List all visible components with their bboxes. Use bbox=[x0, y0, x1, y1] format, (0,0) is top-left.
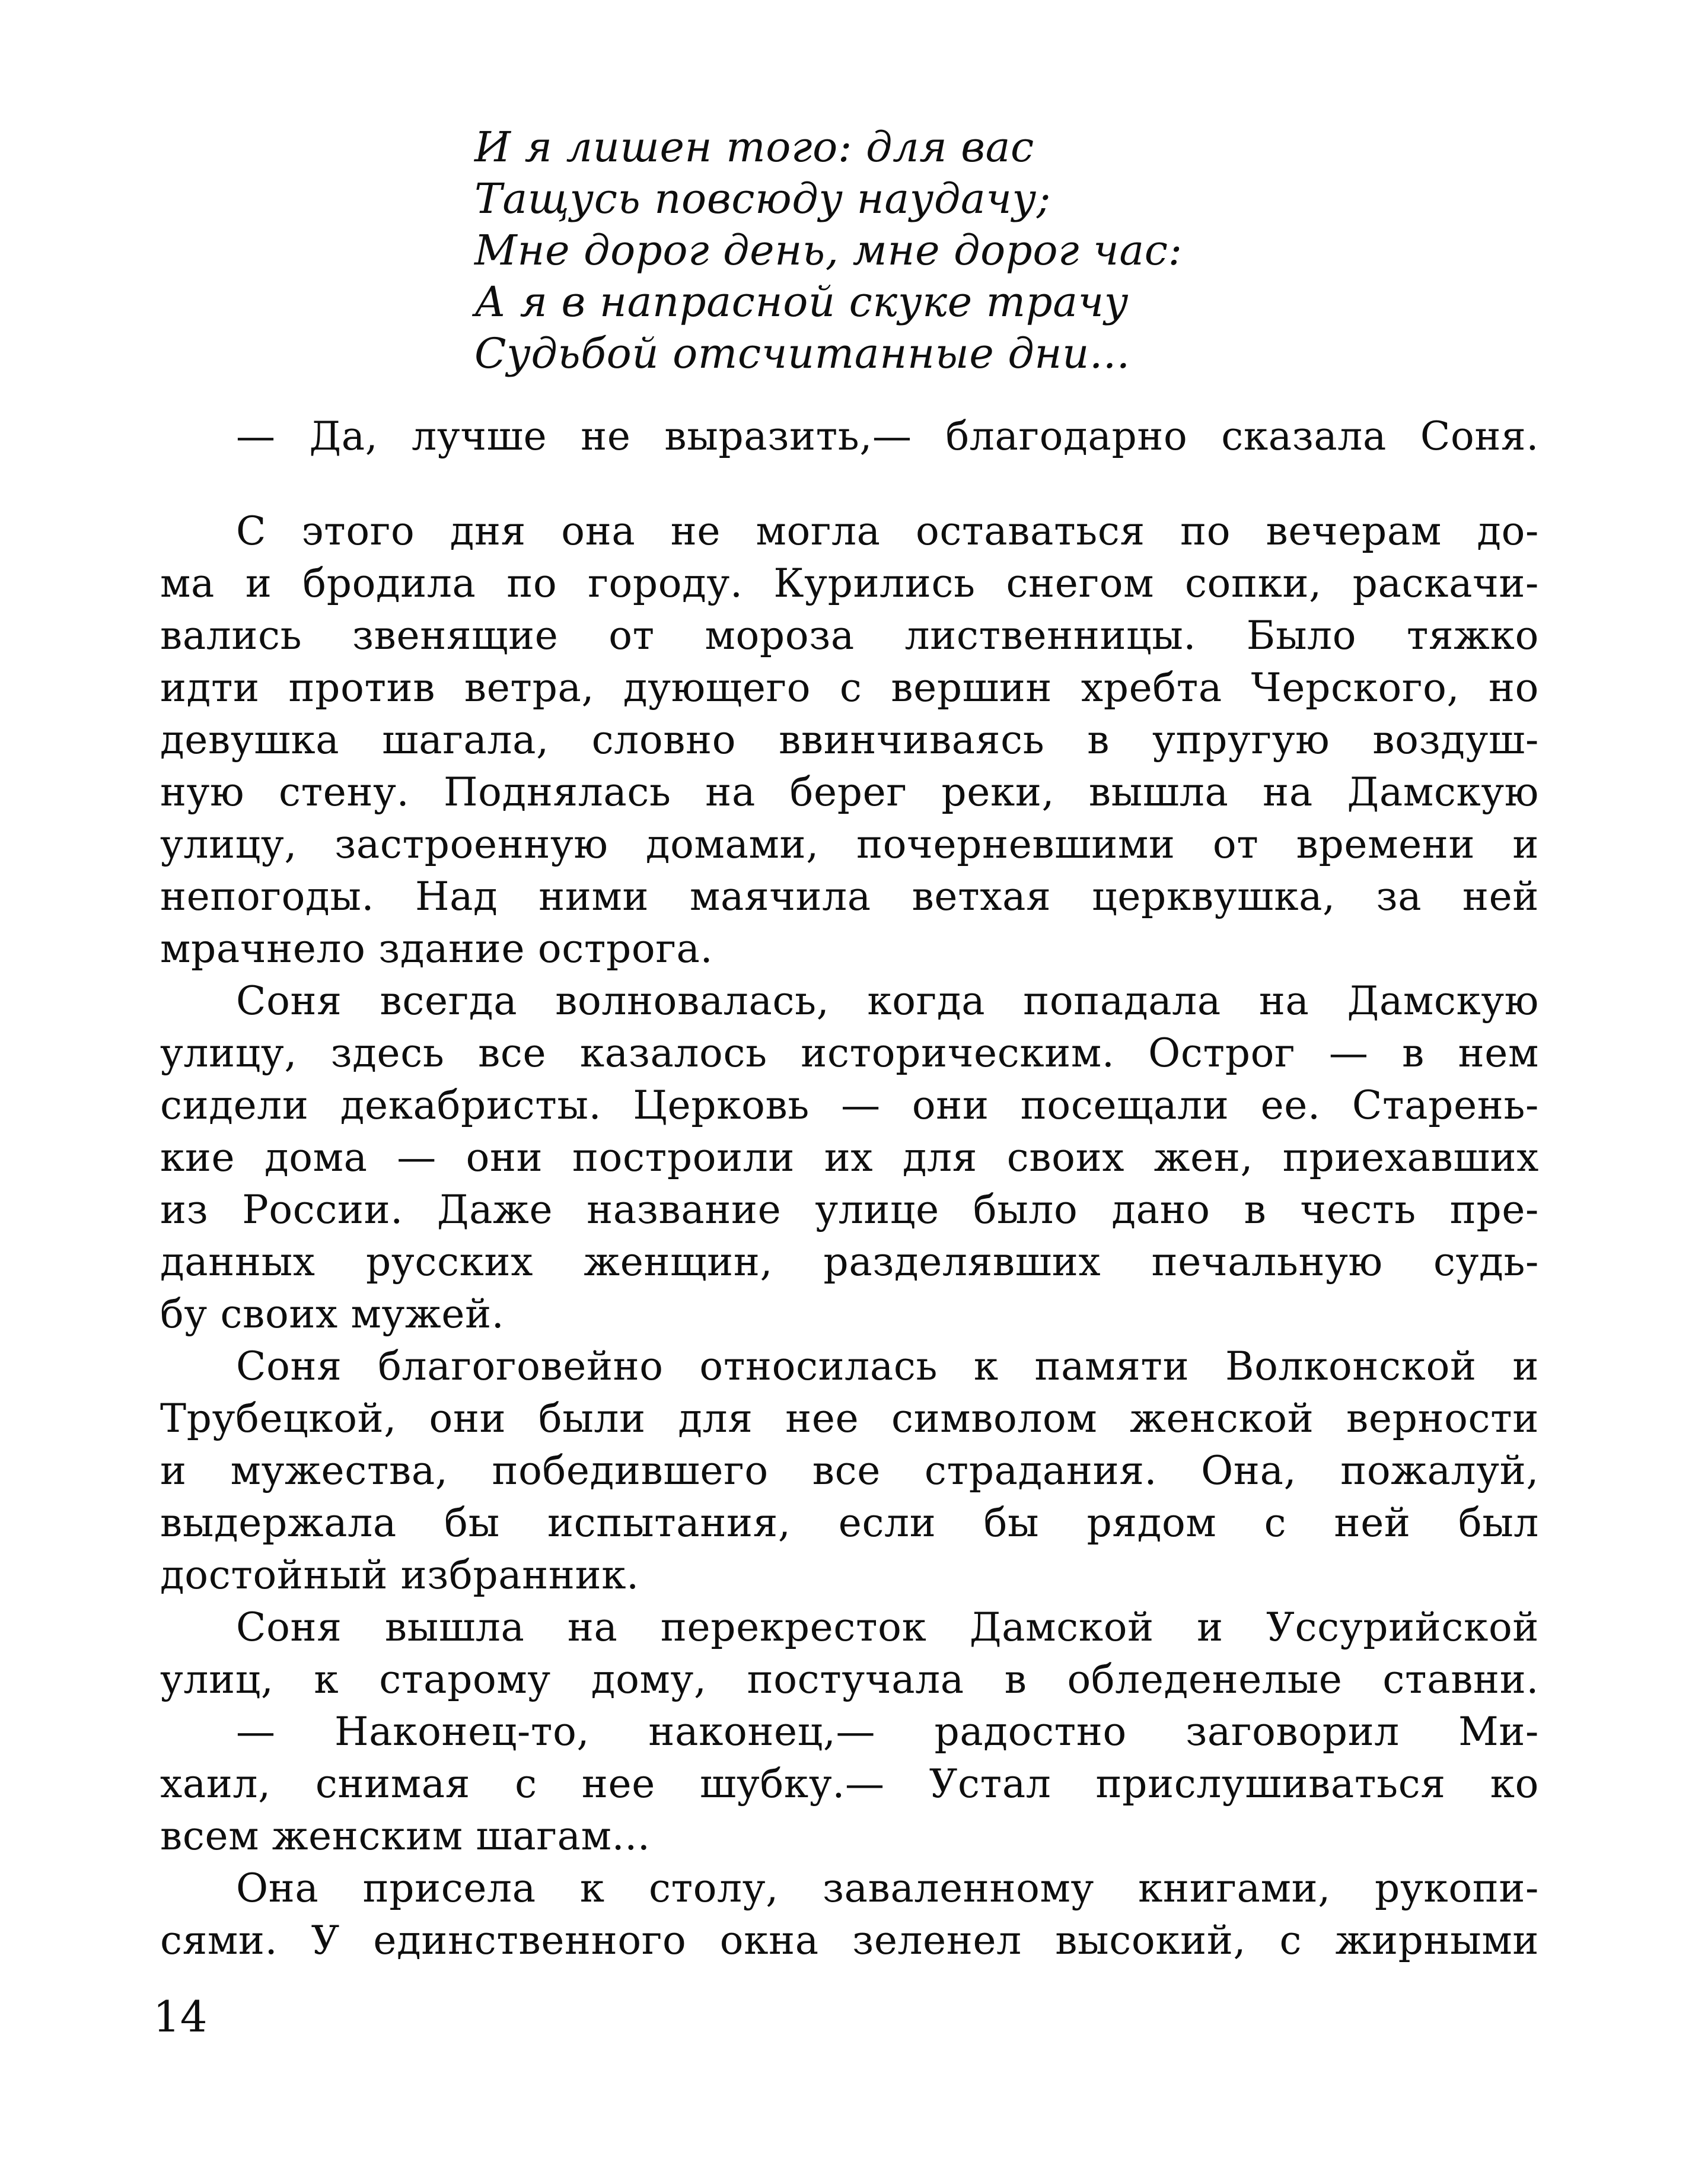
text-line: всем женским шагам... bbox=[160, 1813, 651, 1859]
text-line: сидели декабристы. Церковь — они посещали ее. Старень- bbox=[160, 1082, 1539, 1128]
text-column bbox=[160, 122, 1539, 1967]
text-line: кие дома — они построили их для своих жен, приехавших bbox=[160, 1135, 1539, 1180]
poem-line: И я лишен того: для вас bbox=[474, 123, 1034, 171]
paragraph bbox=[160, 1601, 1539, 1706]
paragraph bbox=[160, 1340, 1539, 1601]
paragraph bbox=[160, 505, 1539, 975]
page-number: 14 bbox=[153, 1992, 208, 2042]
poem-line: Тащусь повсюду наудачу; bbox=[474, 174, 1051, 223]
text-line: идти против ветра, дующего с вершин хребта Черского, но bbox=[160, 665, 1539, 711]
poem-line: А я в напрасной скуке трачу bbox=[474, 278, 1129, 326]
text-line: Соня всегда волновалась, когда попадала на Дамскую bbox=[236, 978, 1539, 1024]
text-line: хаил, снимая с нее шубку.— Устал прислушиваться ко bbox=[160, 1761, 1539, 1807]
text-line: ма и бродила по городу. Курились снегом сопки, раскачи- bbox=[160, 561, 1539, 606]
text-line: Трубецкой, они были для нее символом женской верности bbox=[160, 1396, 1539, 1441]
text-line: улицу, здесь все казалось историческим. Острог — в нем bbox=[160, 1030, 1539, 1076]
text-line: сями. У единственного окна зеленел высокий, с жирными bbox=[160, 1918, 1539, 1963]
poem-line: Мне дорог день, мне дорог час: bbox=[474, 226, 1183, 275]
dialogue-paragraph bbox=[160, 410, 1539, 463]
text-line: из России. Даже название улице было дано в честь пре- bbox=[160, 1187, 1539, 1233]
paragraph bbox=[160, 1862, 1539, 1967]
text-line: и мужества, победившего все страдания. Она, пожалуй, bbox=[160, 1448, 1539, 1494]
text-line: мрачнело здание острога. bbox=[160, 926, 713, 972]
text-line: улицу, застроенную домами, почерневшими от времени и bbox=[160, 821, 1539, 867]
text-line: вались звенящие от мороза лиственницы. Было тяжко bbox=[160, 613, 1539, 658]
text-line: достойный избранник. bbox=[160, 1552, 639, 1598]
text-line: данных русских женщин, разделявших печальную судь- bbox=[160, 1239, 1539, 1285]
dialogue-paragraph bbox=[160, 1706, 1539, 1862]
text-line: девушка шагала, словно ввинчиваясь в упругую воздуш- bbox=[160, 717, 1539, 763]
text-line: выдержала бы испытания, если бы рядом с ней был bbox=[160, 1500, 1539, 1546]
text-line: — Наконец-то, наконец,— радостно заговорил Ми- bbox=[236, 1709, 1539, 1754]
text-line: бу своих мужей. bbox=[160, 1291, 505, 1337]
poem-line: Судьбой отсчитанные дни... bbox=[474, 329, 1130, 378]
text-line: Соня вышла на перекресток Дамской и Уссурийской bbox=[236, 1604, 1539, 1650]
text-line: С этого дня она не могла оставаться по вечерам до- bbox=[236, 508, 1539, 554]
text-line: непогоды. Над ними маячила ветхая церквушка, за ней bbox=[160, 874, 1539, 919]
text-line: Соня благоговейно относилась к памяти Волконской и bbox=[236, 1343, 1539, 1389]
text-line: ную стену. Поднялась на берег реки, вышла на Дамскую bbox=[160, 769, 1539, 815]
paragraph bbox=[160, 975, 1539, 1340]
text-line: — Да, лучше не выразить,— благодарно сказала Соня. bbox=[236, 413, 1539, 459]
text-line: улиц, к старому дому, постучала в обледенелые ставни. bbox=[160, 1657, 1539, 1702]
text-line: Она присела к столу, заваленному книгами, рукопи- bbox=[236, 1865, 1539, 1911]
poem-block bbox=[474, 122, 1539, 380]
